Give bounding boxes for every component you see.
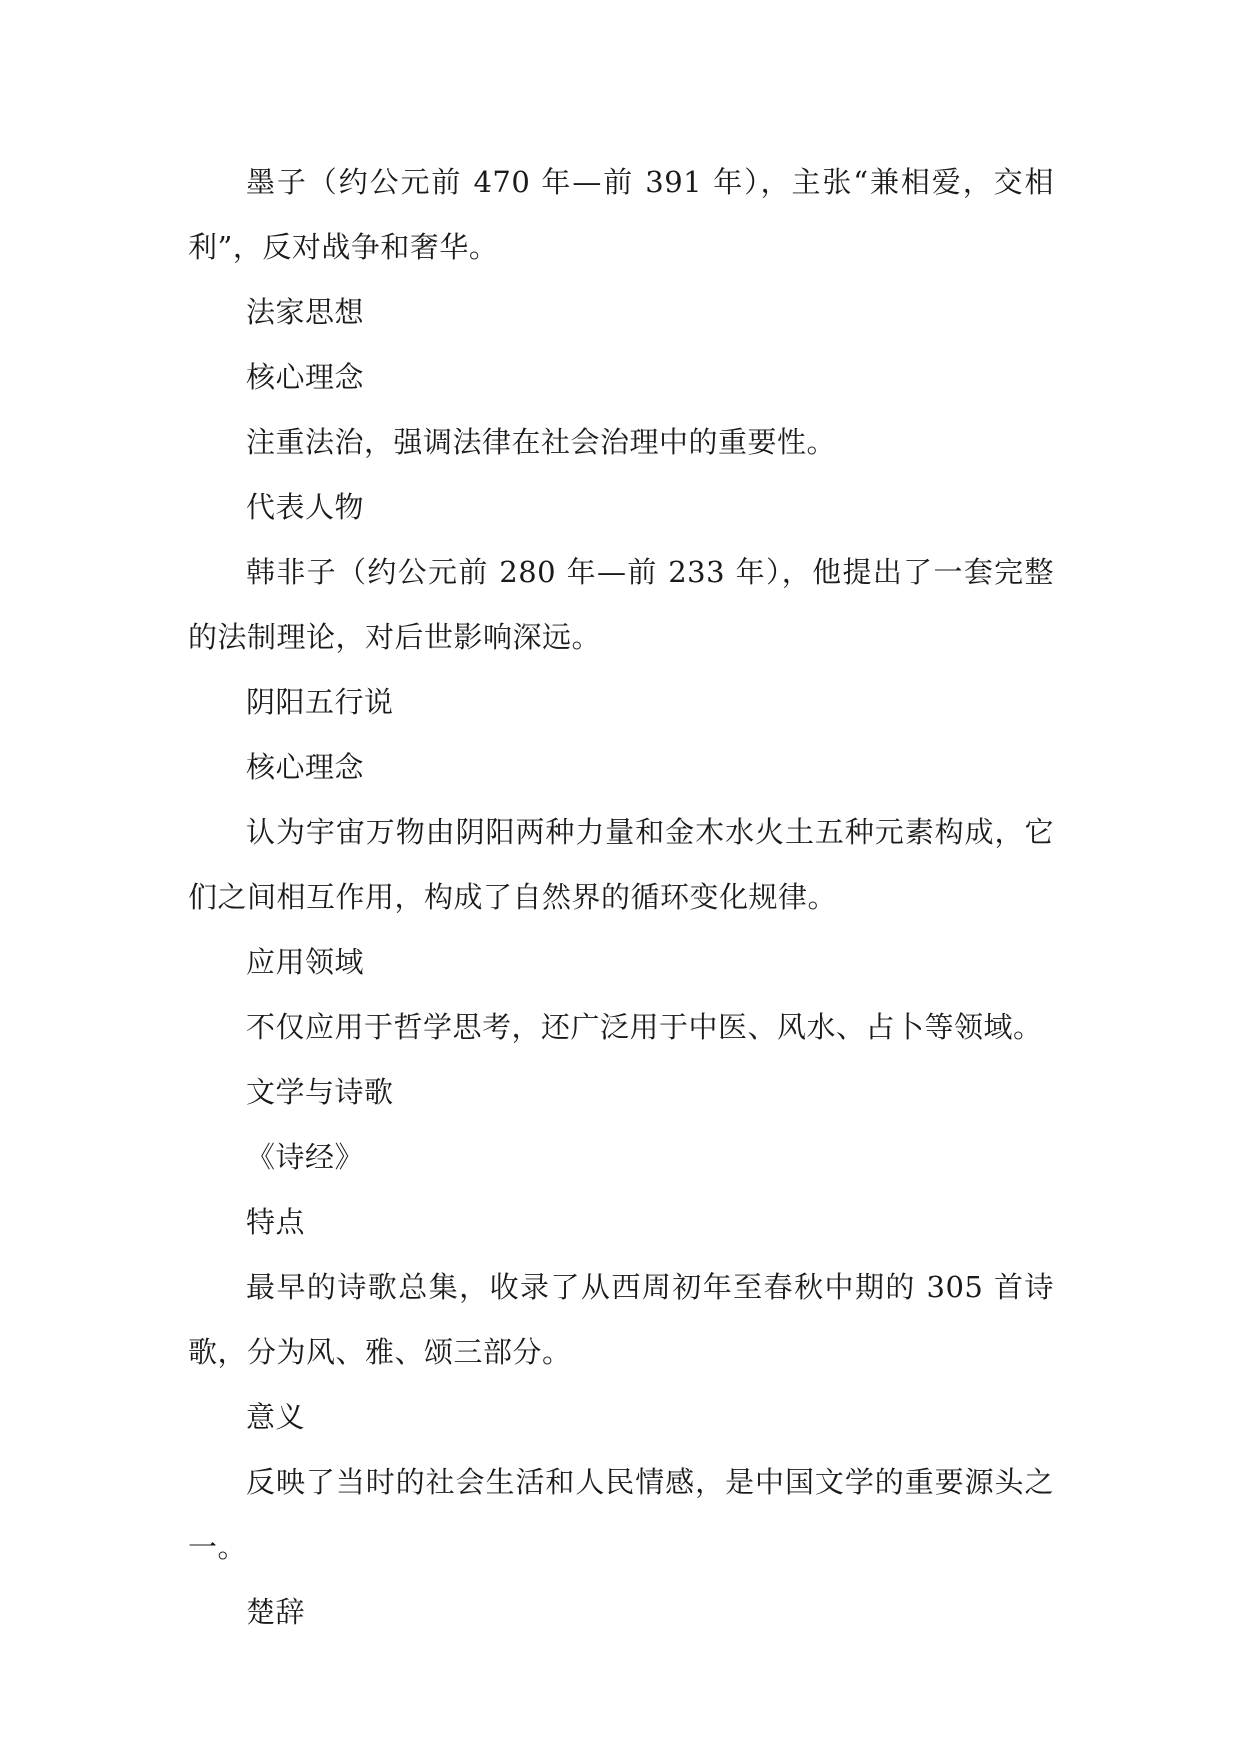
subheading-core-concept: 核心理念 [246, 360, 365, 394]
paragraph-significance: 反映了当时的社会生活和人民情感，是中国文学的重要源头之一。 [188, 1465, 1054, 1564]
heading-literature: 文学与诗歌 [246, 1075, 394, 1109]
heading-chuci: 楚辞 [246, 1595, 306, 1629]
subheading-significance: 意义 [246, 1400, 306, 1434]
paragraph-rule-of-law: 注重法治，强调法律在社会治理中的重要性。 [246, 425, 837, 459]
subheading-core-concept-2: 核心理念 [246, 750, 365, 784]
paragraph-shijing-features: 最早的诗歌总集，收录了从西周初年至春秋中期的 305 首诗歌，分为风、雅、颂三部分。 [188, 1270, 1054, 1369]
subheading-representative: 代表人物 [246, 490, 365, 524]
paragraph-applications: 不仅应用于哲学思考，还广泛用于中医、风水、占卜等领域。 [246, 1010, 1043, 1044]
paragraph-mozi: 墨子（约公元前 470 年—前 391 年），主张“兼相爱，交相利”，反对战争和奢华。 [188, 165, 1054, 264]
subheading-applications: 应用领域 [246, 945, 365, 979]
paragraph-hanfeizi: 韩非子（约公元前 280 年—前 233 年），他提出了一套完整的法制理论，对后世影响深远。 [188, 555, 1054, 654]
heading-yin-yang: 阴阳五行说 [246, 685, 394, 719]
paragraph-yin-yang-theory: 认为宇宙万物由阴阳两种力量和金木水火土五种元素构成，它们之间相互作用，构成了自然界的循环变化规律。 [188, 815, 1054, 914]
subheading-features: 特点 [246, 1205, 306, 1239]
heading-shijing: 《诗经》 [246, 1140, 365, 1174]
document-body [188, 150, 1054, 1645]
heading-legalism: 法家思想 [246, 295, 365, 329]
